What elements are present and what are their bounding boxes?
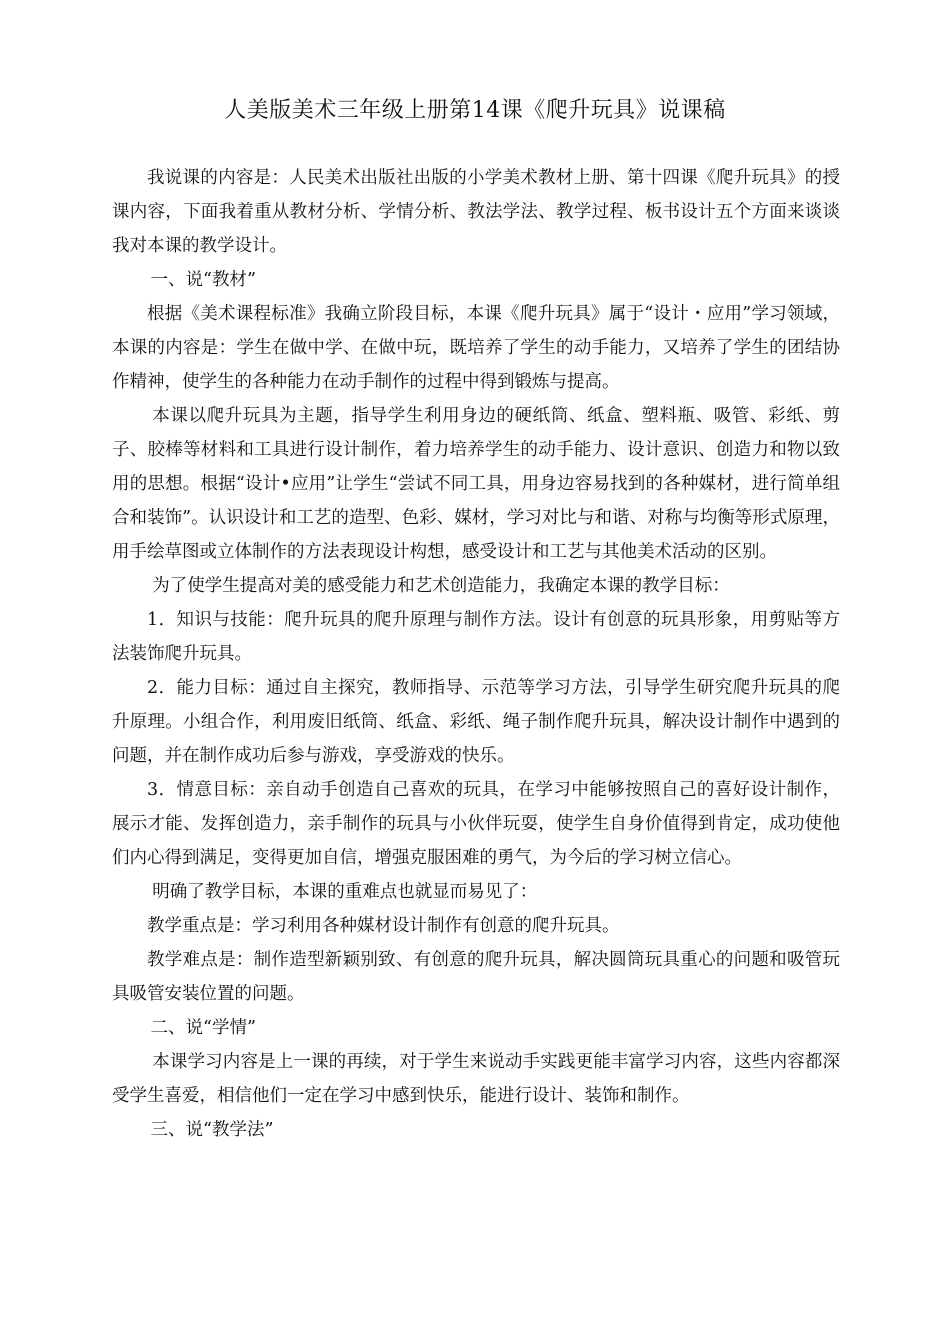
paragraph: 明确了教学目标，本课的重难点也就显而易见了： xyxy=(152,882,538,902)
list-item-goal-ability: 2．能力目标：通过自主探究，教师指导、示范等学习方法，引导学生研究爬升玩具的爬升原理。小组合作，利用废旧纸筒、纸盒、彩纸、绳子制作爬升玩具，解决设计制作中遇到的问题，并在制作成功后参与游戏，享受游戏的快乐。 xyxy=(112,678,840,766)
paragraph-intro: 我说课的内容是：人民美术出版社出版的小学美术教材上册、第十四课《爬升玩具》的授课内容，下面我着重从教材分析、学情分析、教法学法、教学过程、板书设计五个方面来谈谈我对本课的教学设计。 xyxy=(112,168,840,256)
paragraph-difficult-point: 教学难点是：制作造型新颖别致、有创意的爬升玩具，解决圆筒玩具重心的问题和吸管玩具吸管安装位置的问题。 xyxy=(112,950,840,1004)
list-item-goal-emotion: 3．情意目标：亲自动手创造自己喜欢的玩具，在学习中能够按照自己的喜好设计制作，展示才能、发挥创造力，亲手制作的玩具与小伙伴玩耍，使学生自身价值得到肯定，成功使他们内心得到满足，变得更加自信，增强克服困难的勇气，为今后的学习树立信心。 xyxy=(112,780,840,868)
paragraph: 本课学习内容是上一课的再续，对于学生来说动手实践更能丰富学习内容，这些内容都深受学生喜爱，相信他们一定在学习中感到快乐，能进行设计、装饰和制作。 xyxy=(112,1052,840,1106)
section-heading-methods: 三、说“教学法” xyxy=(150,1120,274,1140)
section-heading-textbook: 一、说“教材” xyxy=(150,270,256,290)
paragraph-key-point: 教学重点是：学习利用各种媒材设计制作有创意的爬升玩具。 xyxy=(147,916,620,936)
paragraph: 根据《美术课程标准》我确立阶段目标，本课《爬升玩具》属于“设计・应用”学习领域，本课的内容是：学生在做中学、在做中玩，既培养了学生的动手能力，又培养了学生的团结协作精神，使学生的各种能力在动手制作的过程中得到锻炼与提高。 xyxy=(112,304,840,392)
list-item-goal-knowledge: 1．知识与技能：爬升玩具的爬升原理与制作方法。设计有创意的玩具形象，用剪贴等方法装饰爬升玩具。 xyxy=(112,610,840,664)
document-body xyxy=(112,161,840,1147)
paragraph: 本课以爬升玩具为主题，指导学生利用身边的硬纸筒、纸盒、塑料瓶、吸管、彩纸、剪子、胶棒等材料和工具进行设计制作，着力培养学生的动手能力、设计意识、创造力和物以致用的思想。根据“设计•应用”让学生“尝试不同工具，用身边容易找到的各种媒材，进行简单组合和装饰”。认识设计和工艺的造型、色彩、媒材，学习对比与和谐、对称与均衡等形式原理，用手绘草图或立体制作的方法表现设计构想，感受设计和工艺与其他美术活动的区别。 xyxy=(112,406,840,562)
document-title: 人美版美术三年级上册第14课《爬升玩具》说课稿 xyxy=(224,98,726,123)
paragraph: 为了使学生提高对美的感受能力和艺术创造能力，我确定本课的教学目标： xyxy=(152,576,730,596)
section-heading-learners: 二、说“学情” xyxy=(150,1018,256,1038)
